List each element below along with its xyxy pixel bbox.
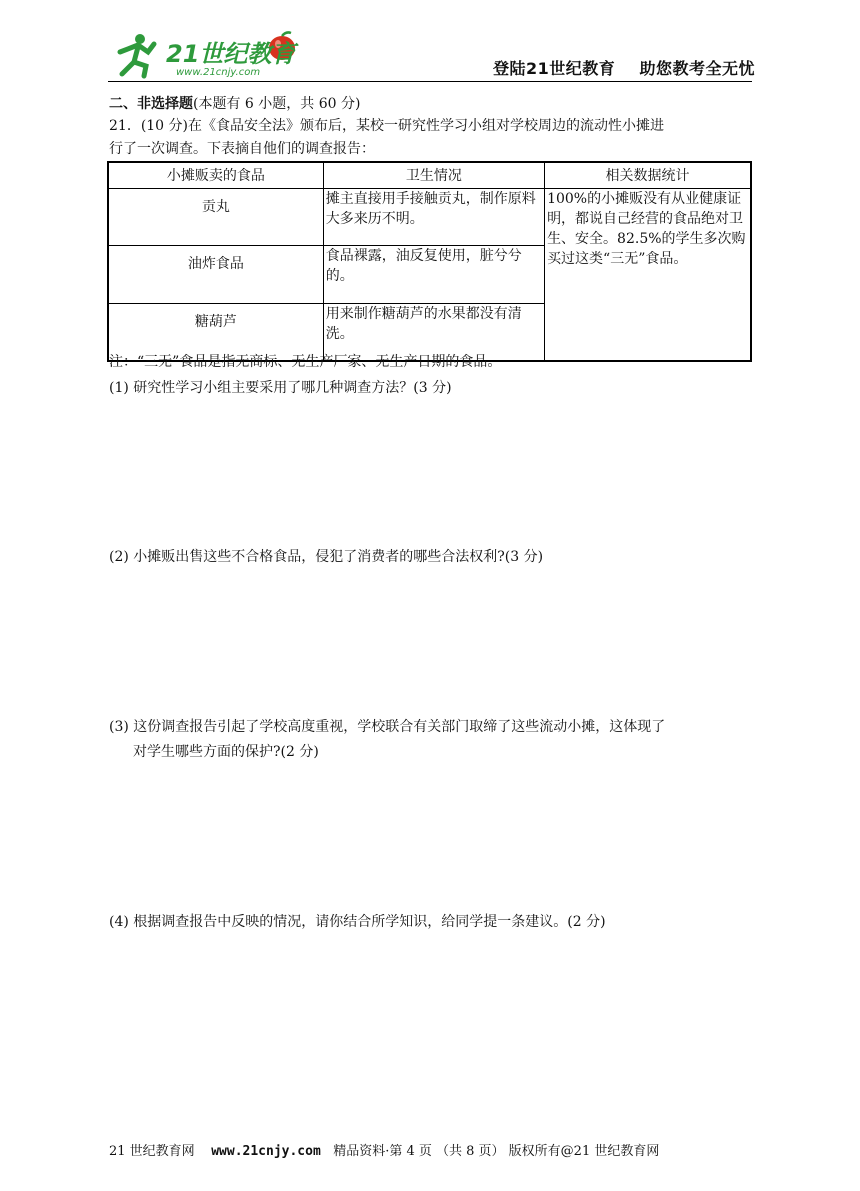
sub-question-3-line1: (3) 这份调查报告引起了学校高度重视，学校联合有关部门取缔了这些流动小摊，这体现了 bbox=[109, 719, 666, 735]
site-logo bbox=[110, 30, 300, 80]
page-footer bbox=[109, 1140, 659, 1159]
section-heading bbox=[109, 94, 360, 114]
stats-cell: 100%的小摊贩没有从业健康证明，都说自己经营的食品绝对卫生、安全。82.5%的学生多次购买过这类“三无”食品。 bbox=[545, 189, 751, 362]
survey-report-table bbox=[107, 161, 752, 362]
section-note: (本题有 6 小题，共 60 分) bbox=[193, 96, 361, 112]
header-divider bbox=[108, 81, 752, 82]
sub-question-2: (2) 小摊贩出售这些不合格食品，侵犯了消费者的哪些合法权利?(3 分) bbox=[109, 549, 544, 565]
sub-question-1: (1) 研究性学习小组主要采用了哪几种调查方法？(3 分) bbox=[109, 380, 452, 396]
svg-text:21世纪教育: 21世纪教育 bbox=[166, 40, 296, 68]
hygiene-cell: 摊主直接用手接触贡丸，制作原料大多来历不明。 bbox=[323, 189, 544, 246]
runner-icon bbox=[120, 34, 154, 76]
sub-question-3-line2: 对学生哪些方面的保护?(2 分) bbox=[133, 744, 319, 760]
hygiene-cell: 食品裸露，油反复使用，脏兮兮的。 bbox=[323, 246, 544, 304]
svg-text:www.21cnjy.com: www.21cnjy.com bbox=[176, 67, 261, 78]
footer-info: 精品资料·第 4 页 （共 8 页） 版权所有@21 世纪教育网 bbox=[333, 1144, 660, 1159]
question-intro-line2: 行了一次调查。下表摘自他们的调查报告： bbox=[109, 141, 375, 157]
question-intro-line1: 21．(10 分)在《食品安全法》颁布后，某校一研究性学习小组对学校周边的流动性小摊进 bbox=[109, 118, 665, 134]
table-note: 注：“三无”食品是指无商标、无生产厂家、无生产日期的食品。 bbox=[109, 354, 502, 370]
table-header-food: 小摊贩卖的食品 bbox=[108, 162, 323, 189]
food-cell: 贡丸 bbox=[108, 189, 323, 246]
table-header-stats: 相关数据统计 bbox=[545, 162, 751, 189]
footer-site: 21 世纪教育网 bbox=[109, 1144, 195, 1159]
food-cell: 糖葫芦 bbox=[108, 304, 323, 362]
footer-url[interactable]: www.21cnjy.com bbox=[211, 1144, 321, 1159]
food-cell: 油炸食品 bbox=[108, 246, 323, 304]
sub-question-4: (4) 根据调查报告中反映的情况，请你结合所学知识，给同学提一条建议。(2 分) bbox=[109, 914, 606, 930]
header-slogan: 登陆21世纪教育 助您教考全无忧 bbox=[492, 59, 755, 78]
hygiene-cell: 用来制作糖葫芦的水果都没有清洗。 bbox=[323, 304, 544, 362]
table-header-hygiene: 卫生情况 bbox=[323, 162, 544, 189]
table-row bbox=[108, 189, 751, 246]
section-title: 二、非选择题 bbox=[109, 96, 193, 112]
